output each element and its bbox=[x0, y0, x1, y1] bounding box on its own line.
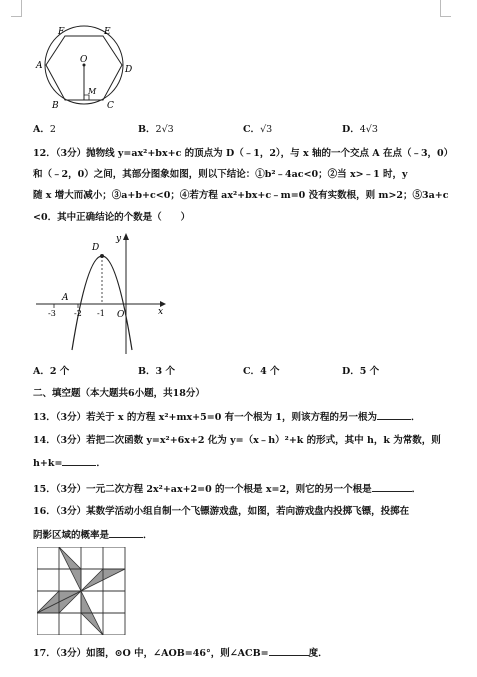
q12-line-2: 和（﹣2，0）之间，其部分图象如图，则以下结论：①b²﹣4ac<0；②当 x>﹣1 时，y bbox=[33, 169, 408, 180]
label-x: x bbox=[158, 307, 164, 317]
label-D: D bbox=[92, 243, 100, 253]
label-A: A bbox=[36, 61, 43, 71]
tick-minus-3: -3 bbox=[48, 309, 56, 318]
label-D: D bbox=[125, 65, 133, 75]
tick-minus-1: -1 bbox=[97, 309, 105, 318]
q12-option-b: B．3 个 bbox=[138, 366, 175, 377]
q14-line-2: h+k= ． bbox=[33, 458, 106, 469]
q11-option-b: B．2√3 bbox=[138, 124, 174, 135]
q12-line-4: <0．其中正确结论的个数是（ ） bbox=[33, 212, 191, 223]
crop-mark-right bbox=[440, 0, 451, 17]
label-origin: O bbox=[117, 310, 125, 320]
q16-line-1: 16．（3分）某数学活动小组自制一个飞镖游戏盘，如图，若向游戏盘内投掷飞镖，投掷在 bbox=[33, 506, 410, 517]
q11-option-d: D．4√3 bbox=[342, 124, 378, 135]
q12-option-c: C．4 个 bbox=[243, 366, 280, 377]
q17-answer-blank[interactable] bbox=[269, 646, 309, 656]
q11-option-c: C．√3 bbox=[243, 124, 273, 135]
label-O: O bbox=[80, 55, 88, 65]
q12-option-a: A．2 个 bbox=[33, 366, 70, 377]
label-E: E bbox=[104, 27, 111, 37]
q15-line: 15．（3分）一元二次方程 2x²+ax+2=0 的一个根是 x=2，则它的另一个根是 ． bbox=[33, 484, 422, 495]
q16-answer-blank[interactable] bbox=[109, 528, 143, 538]
q12-line-1: 12．（3分）抛物线 y=ax²+bx+c 的顶点为 D（﹣1，2），与 x 轴的一个交点 A 在点（﹣3，0） bbox=[33, 148, 454, 159]
label-M: M bbox=[88, 87, 97, 96]
label-A: A bbox=[62, 293, 69, 303]
q14-line-1: 14．（3分）若把二次函数 y=x²+6x+2 化为 y=（x﹣h）²+k 的形式，其中 h，k 为常数，则 bbox=[33, 435, 441, 446]
q14-answer-blank[interactable] bbox=[62, 456, 96, 466]
section-title: 二、填空题（本大题共6小题，共18分） bbox=[33, 388, 205, 399]
tick-minus-2: -2 bbox=[74, 309, 82, 318]
label-y: y bbox=[116, 234, 122, 244]
dartboard-figure bbox=[37, 547, 127, 635]
q13-line: 13．（3分）若关于 x 的方程 x²+mx+5=0 有一个根为 1，则该方程的另一根为 ． bbox=[33, 412, 421, 423]
q13-answer-blank[interactable] bbox=[377, 410, 411, 420]
label-B: B bbox=[52, 101, 59, 110]
label-C: C bbox=[107, 101, 114, 110]
q12-option-d: D．5 个 bbox=[342, 366, 380, 377]
crop-mark-left bbox=[11, 0, 22, 17]
q16-line-2: 阴影区域的概率是 ． bbox=[33, 530, 153, 541]
hexagon-circle-figure bbox=[30, 22, 140, 110]
parabola-graph bbox=[34, 228, 174, 358]
q11-option-a: A．2 bbox=[33, 124, 56, 135]
q12-line-3: 随 x 增大而减小；③a+b+c<0；④若方程 ax²+bx+c﹣m=0 没有实数根，则 m>2；⑤3a+c bbox=[33, 190, 449, 201]
q15-answer-blank[interactable] bbox=[372, 482, 412, 492]
label-F: F bbox=[58, 27, 65, 37]
q17-line: 17．（3分）如图，⊙O 中，∠AOB=46°，则∠ACB= 度． bbox=[33, 648, 328, 659]
